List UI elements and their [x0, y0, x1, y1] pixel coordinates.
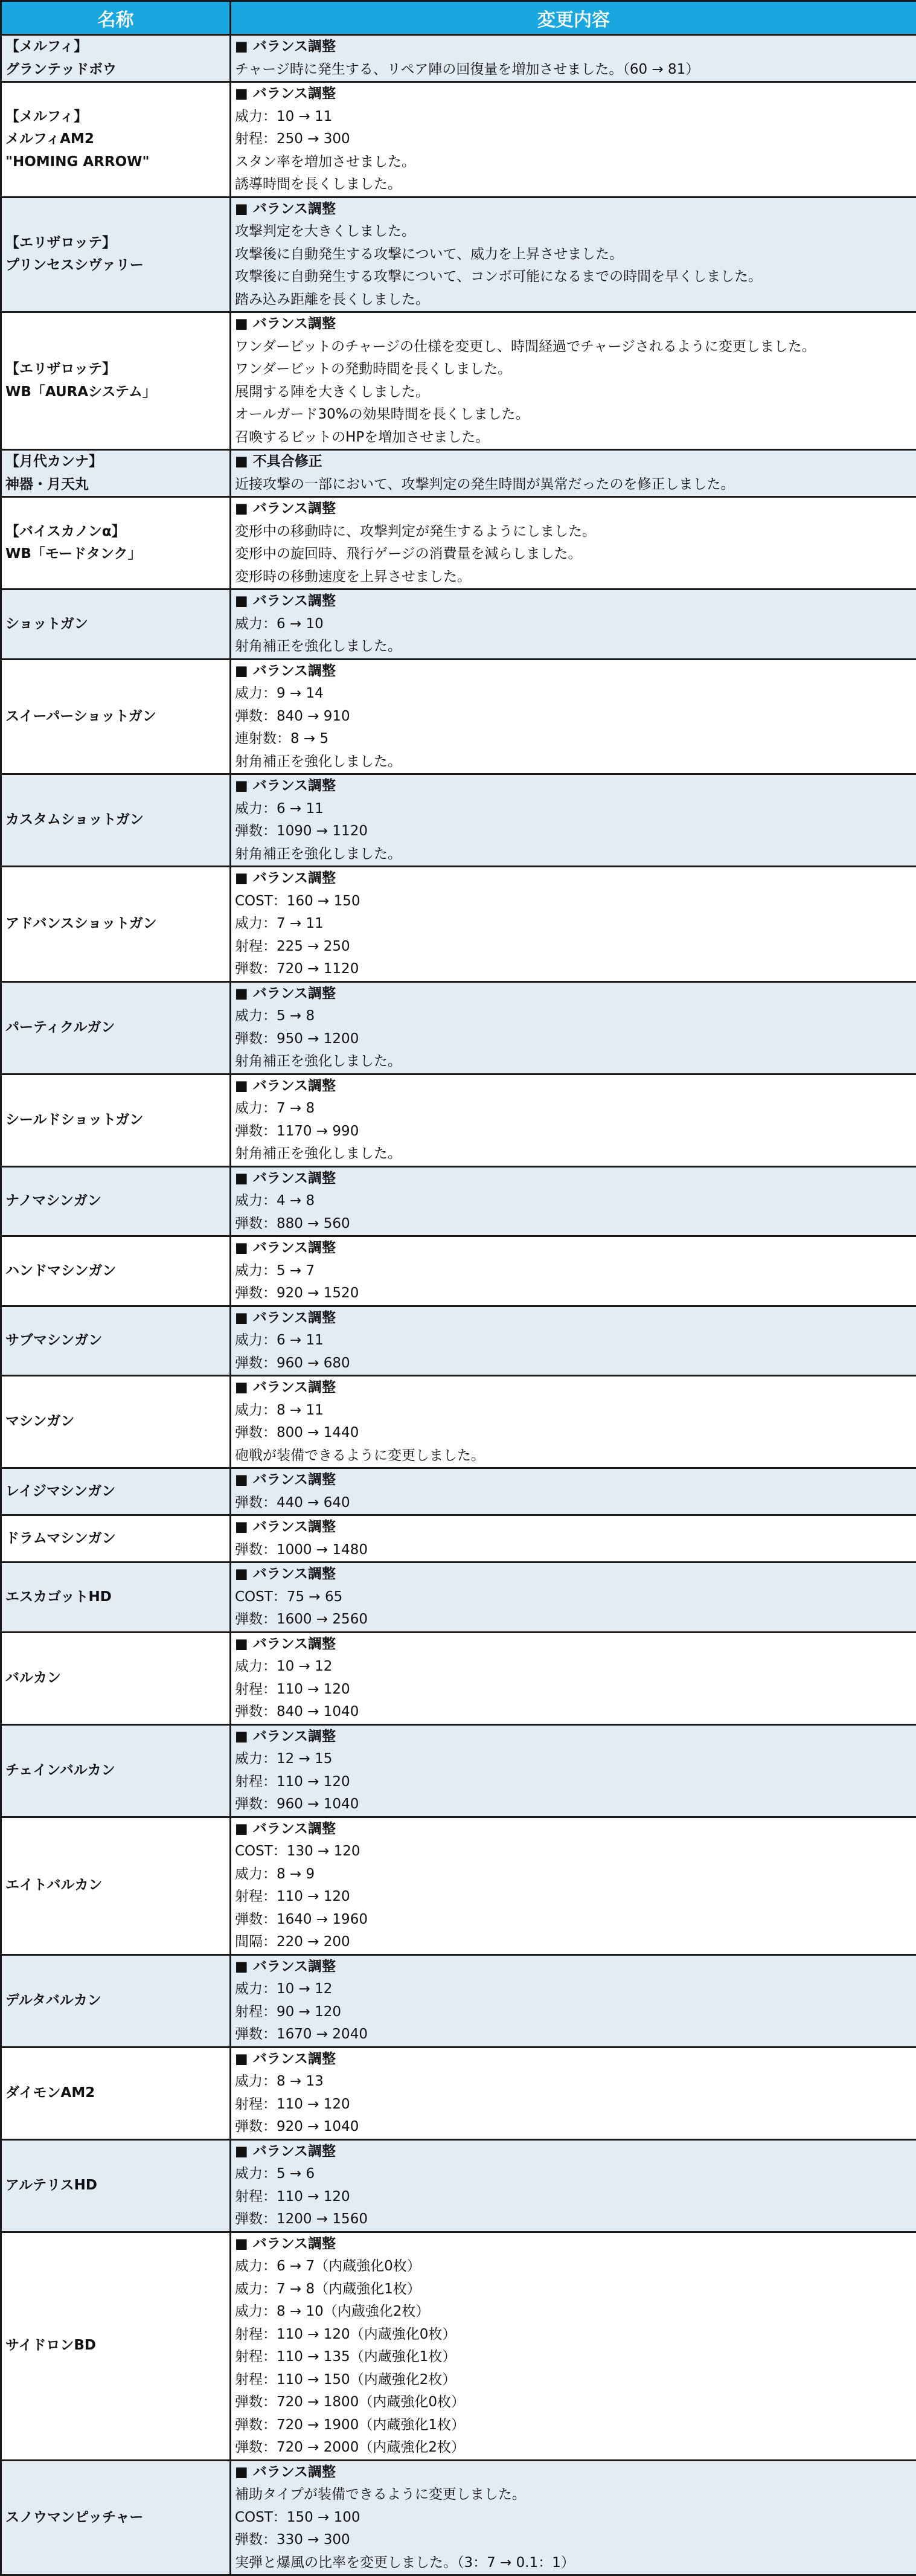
- item-name-cell: [1, 1166, 231, 1236]
- table-row: [1, 497, 916, 589]
- change-category: ■ バランス調整: [235, 498, 912, 521]
- change-line: 威力：8 → 10（内蔵強化2枚）: [235, 2301, 912, 2324]
- item-name-cell: [1, 774, 231, 867]
- change-line: 砲戦が装備できるように変更しました。: [235, 1445, 912, 1468]
- item-name-line: アルテリスHD: [5, 2174, 226, 2197]
- item-name-line: WB「AURAシステム」: [5, 381, 226, 404]
- change-line: 弾数：1200 → 1560: [235, 2208, 912, 2231]
- item-name-line: カスタムショットガン: [5, 809, 226, 832]
- change-line: 弾数：1170 → 990: [235, 1120, 912, 1143]
- change-line: 威力：8 → 13: [235, 2070, 912, 2093]
- item-name-line: ハンドマシンガン: [5, 1260, 226, 1283]
- change-line: 変形中の旋回時、飛行ゲージの消費量を減らしました。: [235, 543, 912, 566]
- table-row: [1, 589, 916, 660]
- change-line: 威力：9 → 14: [235, 683, 912, 705]
- change-line: 射角補正を強化しました。: [235, 1143, 912, 1166]
- change-category: ■ バランス調整: [235, 775, 912, 798]
- table-row: [1, 1515, 916, 1563]
- change-line: 射角補正を強化しました。: [235, 751, 912, 774]
- change-cell: [231, 1376, 916, 1468]
- header-row: [1, 1, 916, 35]
- change-line: 威力：7 → 8: [235, 1097, 912, 1120]
- change-cell: [231, 2460, 916, 2575]
- item-name-line: スイーパーショットガン: [5, 705, 226, 728]
- change-line: 威力：6 → 10: [235, 613, 912, 636]
- item-name-cell: [1, 450, 231, 497]
- change-line: 攻撃後に自動発生する攻撃について、コンボ可能になるまでの時間を早くしました。: [235, 266, 912, 289]
- change-line: 弾数：1090 → 1120: [235, 820, 912, 843]
- change-line: 射程：110 → 120: [235, 2093, 912, 2116]
- change-category: ■ バランス調整: [235, 590, 912, 613]
- item-name-cell: [1, 1236, 231, 1306]
- change-line: 攻撃判定を大きくしました。: [235, 220, 912, 243]
- change-line: チャージ時に発生する、リペア陣の回復量を増加させました。（60 → 81）: [235, 59, 912, 82]
- change-category: ■ バランス調整: [235, 1469, 912, 1492]
- change-line: 弾数：440 → 640: [235, 1492, 912, 1515]
- item-name-line: 【メルフィ】: [5, 36, 226, 59]
- change-cell: [231, 867, 916, 982]
- change-cell: [231, 774, 916, 867]
- table-row: [1, 1166, 916, 1236]
- change-category: ■ バランス調整: [235, 313, 912, 336]
- item-name-cell: [1, 2460, 231, 2575]
- item-name-cell: [1, 1954, 231, 2047]
- table-row: [1, 312, 916, 450]
- table-row: [1, 1074, 916, 1166]
- change-line: 弾数：880 → 560: [235, 1213, 912, 1236]
- item-name-cell: [1, 1632, 231, 1724]
- table-row: [1, 1954, 916, 2047]
- table-row: [1, 2232, 916, 2460]
- change-line: 威力：5 → 6: [235, 2163, 912, 2186]
- change-category: ■ バランス調整: [235, 867, 912, 890]
- change-line: 弾数：800 → 1440: [235, 1422, 912, 1445]
- change-category: ■ バランス調整: [235, 1237, 912, 1260]
- table-row: [1, 1563, 916, 1633]
- table-row: [1, 1236, 916, 1306]
- change-line: 威力：4 → 8: [235, 1190, 912, 1213]
- change-line: 召喚するビットのHPを増加させました。: [235, 426, 912, 449]
- change-category: ■ バランス調整: [235, 198, 912, 221]
- change-line: 弾数：1000 → 1480: [235, 1539, 912, 1562]
- change-line: 攻撃後に自動発生する攻撃について、威力を上昇させました。: [235, 243, 912, 266]
- item-name-line: ナノマシンガン: [5, 1190, 226, 1213]
- item-name-line: エイトバルカン: [5, 1874, 226, 1897]
- change-line: 弾数：840 → 910: [235, 705, 912, 728]
- change-line: 弾数：1670 → 2040: [235, 2023, 912, 2046]
- change-line: 射程：225 → 250: [235, 936, 912, 959]
- change-line: COST：130 → 120: [235, 1840, 912, 1863]
- change-line: 射程：110 → 120（内蔵強化0枚）: [235, 2324, 912, 2346]
- change-line: オールガード30%の効果時間を長くしました。: [235, 403, 912, 426]
- change-line: 威力：10 → 12: [235, 1656, 912, 1678]
- change-line: 弾数：840 → 1040: [235, 1701, 912, 1724]
- item-name-line: マシンガン: [5, 1410, 226, 1433]
- header-name: 名称: [1, 1, 231, 35]
- item-name-line: バルカン: [5, 1667, 226, 1690]
- change-line: 弾数：950 → 1200: [235, 1028, 912, 1051]
- change-category: ■ バランス調整: [235, 1376, 912, 1399]
- item-name-line: パーティクルガン: [5, 1017, 226, 1039]
- table-row: [1, 450, 916, 497]
- change-line: 弾数：720 → 1900（内蔵強化1枚）: [235, 2414, 912, 2437]
- change-category: ■ バランス調整: [235, 983, 912, 1006]
- item-name-line: 【エリザロッテ】: [5, 358, 226, 381]
- change-category: ■ バランス調整: [235, 36, 912, 59]
- item-name-line: 神器・月天丸: [5, 474, 226, 496]
- item-name-line: エスカゴットHD: [5, 1586, 226, 1609]
- table-row: [1, 2047, 916, 2139]
- change-line: 射程：110 → 120: [235, 2186, 912, 2209]
- change-line: 射程：110 → 120: [235, 1771, 912, 1794]
- item-name-cell: [1, 981, 231, 1074]
- item-name-line: グランテッドボウ: [5, 59, 226, 82]
- change-category: ■ バランス調整: [235, 1516, 912, 1539]
- change-line: 威力：5 → 8: [235, 1005, 912, 1028]
- change-cell: [231, 1515, 916, 1563]
- change-cell: [231, 1166, 916, 1236]
- change-line: 威力：5 → 7: [235, 1260, 912, 1283]
- table-row: [1, 82, 916, 198]
- item-name-cell: [1, 2232, 231, 2460]
- change-line: 間隔：220 → 200: [235, 1931, 912, 1954]
- change-category: ■ バランス調整: [235, 83, 912, 106]
- item-name-line: ドラムマシンガン: [5, 1527, 226, 1550]
- change-category: ■ バランス調整: [235, 1956, 912, 1979]
- table-row: [1, 1817, 916, 1954]
- change-line: 連射数：8 → 5: [235, 728, 912, 751]
- change-line: 弾数：920 → 1520: [235, 1282, 912, 1305]
- change-line: 威力：8 → 11: [235, 1399, 912, 1422]
- table-row: [1, 1306, 916, 1376]
- change-line: 弾数：960 → 1040: [235, 1793, 912, 1816]
- change-category: ■ バランス調整: [235, 1563, 912, 1586]
- item-name-cell: [1, 659, 231, 774]
- change-cell: [231, 2047, 916, 2139]
- change-line: 誘導時間を長くしました。: [235, 173, 912, 196]
- item-name-line: 【エリザロッテ】: [5, 232, 226, 255]
- change-category: ■ バランス調整: [235, 2461, 912, 2484]
- change-cell: [231, 589, 916, 660]
- change-category: ■ バランス調整: [235, 1075, 912, 1098]
- change-line: 威力：10 → 12: [235, 1978, 912, 2001]
- item-name-line: WB「モードタンク」: [5, 543, 226, 566]
- change-line: COST：150 → 100: [235, 2507, 912, 2529]
- change-cell: [231, 1074, 916, 1166]
- change-line: 威力：8 → 9: [235, 1863, 912, 1886]
- change-line: 射程：110 → 120: [235, 1886, 912, 1909]
- change-line: 弾数：920 → 1040: [235, 2116, 912, 2139]
- change-line: 射程：250 → 300: [235, 128, 912, 151]
- change-line: 射角補正を強化しました。: [235, 635, 912, 658]
- item-name-cell: [1, 1817, 231, 1954]
- change-category: ■ バランス調整: [235, 1726, 912, 1749]
- change-line: 弾数：960 → 680: [235, 1352, 912, 1375]
- change-category: ■ 不具合修正: [235, 451, 912, 474]
- item-name-cell: [1, 1306, 231, 1376]
- change-line: 弾数：720 → 1120: [235, 958, 912, 981]
- item-name-line: アドバンスショットガン: [5, 913, 226, 936]
- change-line: 弾数：1600 → 2560: [235, 1608, 912, 1631]
- change-category: ■ バランス調整: [235, 2233, 912, 2256]
- change-cell: [231, 450, 916, 497]
- change-line: スタン率を増加させました。: [235, 151, 912, 174]
- change-line: 威力：12 → 15: [235, 1748, 912, 1771]
- table-row: [1, 197, 916, 312]
- item-name-line: メルフィAM2: [5, 128, 226, 151]
- change-cell: [231, 1817, 916, 1954]
- item-name-cell: [1, 2139, 231, 2232]
- change-cell: [231, 82, 916, 198]
- item-name-cell: [1, 497, 231, 589]
- change-line: 補助タイプが装備できるように変更しました。: [235, 2484, 912, 2507]
- table-row: [1, 1376, 916, 1468]
- table-row: [1, 2460, 916, 2575]
- item-name-cell: [1, 1468, 231, 1515]
- table-body: [1, 35, 916, 2575]
- change-line: 射程：110 → 150（内蔵強化2枚）: [235, 2369, 912, 2392]
- change-line: 威力：10 → 11: [235, 106, 912, 129]
- change-line: 威力：6 → 11: [235, 1329, 912, 1352]
- change-line: 射角補正を強化しました。: [235, 1050, 912, 1073]
- item-name-cell: [1, 197, 231, 312]
- change-line: 射角補正を強化しました。: [235, 843, 912, 866]
- item-name-line: ダイモンAM2: [5, 2082, 226, 2105]
- change-line: 射程：110 → 120: [235, 1678, 912, 1701]
- change-category: ■ バランス調整: [235, 660, 912, 683]
- item-name-line: サブマシンガン: [5, 1329, 226, 1352]
- item-name-cell: [1, 867, 231, 982]
- change-cell: [231, 1724, 916, 1817]
- change-category: ■ バランス調整: [235, 1818, 912, 1841]
- item-name-line: ショットガン: [5, 613, 226, 636]
- table-row: [1, 981, 916, 1074]
- change-cell: [231, 197, 916, 312]
- change-cell: [231, 2232, 916, 2460]
- change-category: ■ バランス調整: [235, 1633, 912, 1656]
- header-change: 変更内容: [231, 1, 916, 35]
- item-name-cell: [1, 82, 231, 198]
- item-name-cell: [1, 35, 231, 82]
- item-name-line: 【月代カンナ】: [5, 451, 226, 474]
- item-name-line: プリンセスシヴァリー: [5, 254, 226, 277]
- change-line: 弾数：330 → 300: [235, 2529, 912, 2552]
- change-cell: [231, 1954, 916, 2047]
- change-line: 威力：7 → 11: [235, 913, 912, 936]
- change-category: ■ バランス調整: [235, 2141, 912, 2163]
- change-line: 実弾と爆風の比率を変更しました。（3：7 → 0.1：1）: [235, 2552, 912, 2575]
- item-name-line: チェインバルカン: [5, 1759, 226, 1782]
- change-cell: [231, 1306, 916, 1376]
- item-name-cell: [1, 312, 231, 450]
- change-line: 威力：6 → 7（内蔵強化0枚）: [235, 2255, 912, 2278]
- item-name-line: デルタバルカン: [5, 1990, 226, 2012]
- change-cell: [231, 1236, 916, 1306]
- change-cell: [231, 1563, 916, 1633]
- item-name-cell: [1, 1074, 231, 1166]
- change-line: 威力：7 → 8（内蔵強化1枚）: [235, 2278, 912, 2301]
- table-row: [1, 2139, 916, 2232]
- change-category: ■ バランス調整: [235, 1307, 912, 1330]
- item-name-line: レイジマシンガン: [5, 1480, 226, 1503]
- item-name-cell: [1, 1563, 231, 1633]
- table-row: [1, 1468, 916, 1515]
- item-name-cell: [1, 1376, 231, 1468]
- change-line: 近接攻撃の一部において、攻撃判定の発生時間が異常だったのを修正しました。: [235, 474, 912, 496]
- item-name-line: 【メルフィ】: [5, 106, 226, 129]
- change-line: 展開する陣を大きくしました。: [235, 381, 912, 404]
- change-category: ■ バランス調整: [235, 1168, 912, 1190]
- change-line: 弾数：1640 → 1960: [235, 1909, 912, 1932]
- table-row: [1, 1632, 916, 1724]
- change-cell: [231, 312, 916, 450]
- change-line: 変形中の移動時に、攻撃判定が発生するようにしました。: [235, 521, 912, 544]
- item-name-cell: [1, 1724, 231, 1817]
- table-row: [1, 774, 916, 867]
- change-line: 射程：90 → 120: [235, 2001, 912, 2024]
- item-name-cell: [1, 1515, 231, 1563]
- change-cell: [231, 497, 916, 589]
- table-row: [1, 867, 916, 982]
- item-name-line: サイドロンBD: [5, 2334, 226, 2357]
- table-row: [1, 1724, 916, 1817]
- change-cell: [231, 1632, 916, 1724]
- change-line: 弾数：720 → 2000（内蔵強化2枚）: [235, 2436, 912, 2459]
- change-line: COST：75 → 65: [235, 1586, 912, 1609]
- item-name-line: 【バイスカノンα】: [5, 521, 226, 544]
- item-name-cell: [1, 2047, 231, 2139]
- change-line: 変形時の移動速度を上昇させました。: [235, 566, 912, 589]
- change-cell: [231, 659, 916, 774]
- item-name-line: "HOMING ARROW": [5, 151, 226, 174]
- item-name-line: スノウマンピッチャー: [5, 2507, 226, 2529]
- change-line: 威力：6 → 11: [235, 798, 912, 821]
- change-line: 踏み込み距離を長くしました。: [235, 289, 912, 312]
- change-category: ■ バランス調整: [235, 2048, 912, 2071]
- item-name-cell: [1, 589, 231, 660]
- table-row: [1, 659, 916, 774]
- item-name-line: シールドショットガン: [5, 1109, 226, 1132]
- change-line: ワンダービットのチャージの仕様を変更し、時間経過でチャージされるように変更しました。: [235, 336, 912, 359]
- change-cell: [231, 1468, 916, 1515]
- change-line: 射程：110 → 135（内蔵強化1枚）: [235, 2346, 912, 2369]
- table-row: [1, 35, 916, 82]
- change-cell: [231, 2139, 916, 2232]
- change-line: COST：160 → 150: [235, 890, 912, 913]
- change-cell: [231, 35, 916, 82]
- change-cell: [231, 981, 916, 1074]
- change-line: ワンダービットの発動時間を長くしました。: [235, 358, 912, 381]
- change-line: 弾数：720 → 1800（内蔵強化0枚）: [235, 2391, 912, 2414]
